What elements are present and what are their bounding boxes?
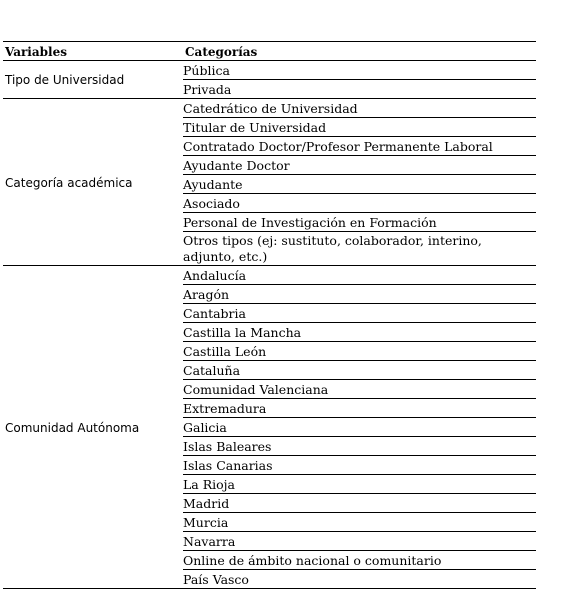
table-row (3, 61, 536, 80)
category-cell: Cantabria (183, 304, 536, 323)
category-cell: Contratado Doctor/Profesor Permanente Laboral (183, 137, 536, 156)
category-cell: Extremadura (183, 399, 536, 418)
category-cell: Ayudante (183, 175, 536, 194)
category-cell: Ayudante Doctor (183, 156, 536, 175)
category-cell: La Rioja (183, 475, 536, 494)
category-cell: Comunidad Valenciana (183, 380, 536, 399)
header-variables: Variables (3, 42, 183, 61)
variable-cell: Categoría académica (3, 99, 183, 266)
category-cell: Otros tipos (ej: sustituto, colaborador, interino, adjunto, etc.) (183, 232, 536, 266)
category-cell: Pública (183, 61, 536, 80)
category-cell: Privada (183, 80, 536, 99)
variable-cell: Tipo de Universidad (3, 61, 183, 99)
table-row (3, 266, 536, 285)
variables-table (3, 41, 536, 589)
category-cell: Islas Baleares (183, 437, 536, 456)
category-cell: Titular de Universidad (183, 118, 536, 137)
variable-cell: Comunidad Autónoma (3, 266, 183, 589)
category-cell: Islas Canarias (183, 456, 536, 475)
table-body (3, 61, 536, 589)
category-cell: Catedrático de Universidad (183, 99, 536, 118)
category-cell: Galicia (183, 418, 536, 437)
table-row (3, 99, 536, 118)
category-cell: Aragón (183, 285, 536, 304)
category-cell: Navarra (183, 532, 536, 551)
header-categories: Categorías (183, 42, 536, 61)
variables-table-container (3, 41, 536, 589)
category-cell: Online de ámbito nacional o comunitario (183, 551, 536, 570)
category-cell: Murcia (183, 513, 536, 532)
category-cell: Andalucía (183, 266, 536, 285)
category-cell: País Vasco (183, 570, 536, 589)
category-cell: Castilla León (183, 342, 536, 361)
table-header-row (3, 42, 536, 61)
category-cell: Castilla la Mancha (183, 323, 536, 342)
category-cell: Personal de Investigación en Formación (183, 213, 536, 232)
category-cell: Cataluña (183, 361, 536, 380)
category-cell: Asociado (183, 194, 536, 213)
category-cell: Madrid (183, 494, 536, 513)
